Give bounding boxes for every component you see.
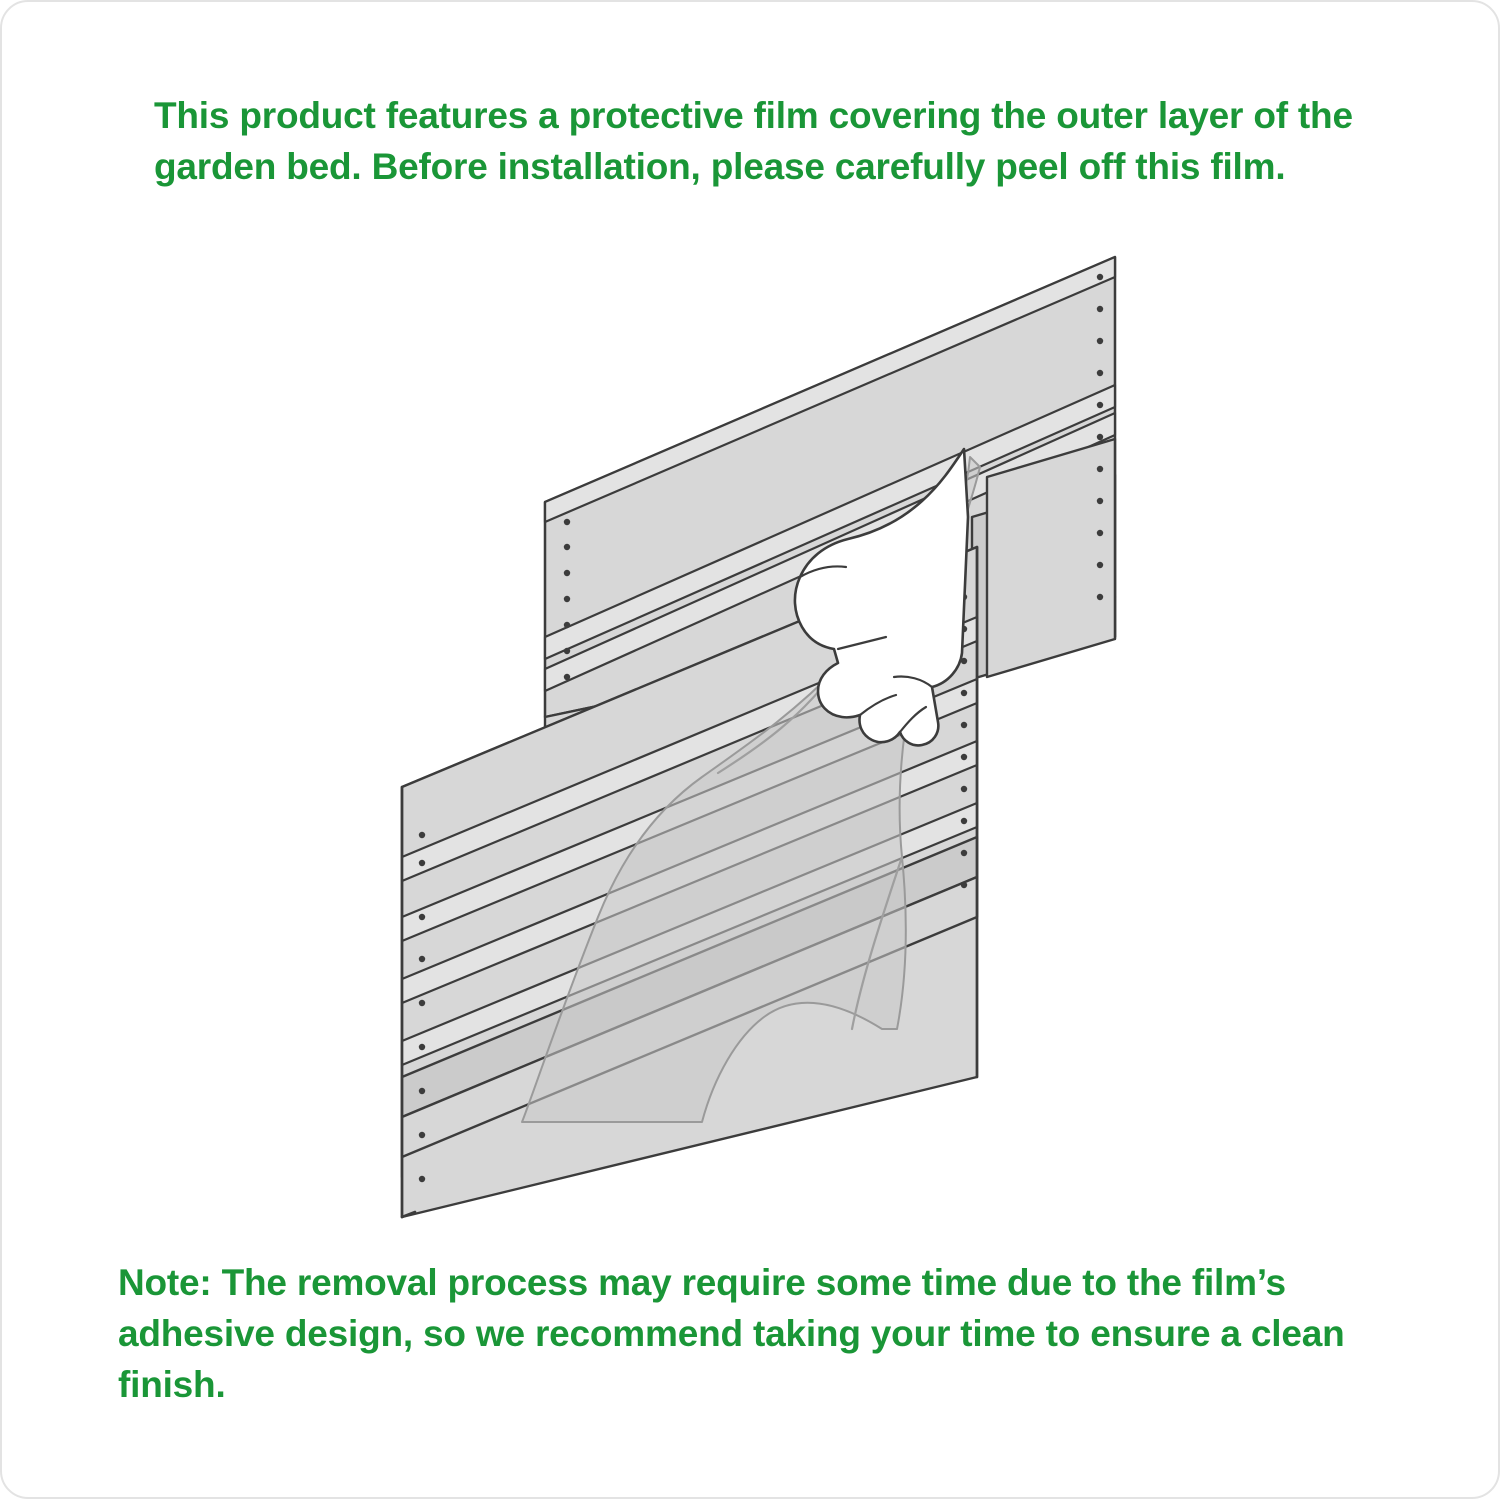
garden-bed-film-peel-illustration bbox=[2, 217, 1500, 1247]
note-text: Note: The removal process may require some time due to the film’s adhesive design, so we recommend taking your time to ensure a clean finish. bbox=[118, 1262, 1345, 1406]
page-title: This product features a protective film covering the outer layer of the garden bed. Before installation, please carefully peel off this film. bbox=[154, 95, 1353, 188]
